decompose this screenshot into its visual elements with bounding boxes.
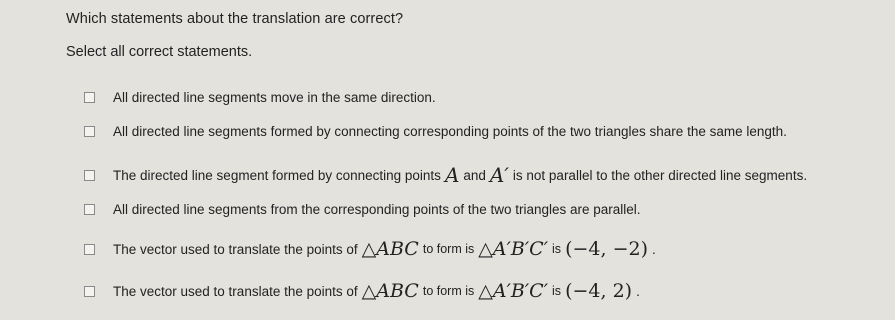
option-1-text: All directed line segments move in the same direction. (113, 90, 436, 105)
checkbox[interactable] (84, 126, 95, 137)
checkbox[interactable] (84, 204, 95, 215)
option-5-text-c: is (552, 242, 562, 256)
point-a-math: A (444, 163, 460, 187)
triangle-a-prime-math: △A′B′C′ (478, 238, 549, 260)
option-4[interactable] (84, 202, 641, 217)
option-2-text: All directed line segments formed by connecting corresponding points of the two triangles share the same length. (113, 124, 787, 139)
triangle-abc-math: △ABC (361, 238, 419, 260)
option-1[interactable] (84, 90, 436, 105)
triangle-a-prime-math: △A′B′C′ (478, 280, 549, 302)
option-6-text-a: The vector used to translate the points of (113, 283, 358, 299)
option-5-text-a: The vector used to translate the points of (113, 241, 358, 257)
question-text: Which statements about the translation are correct? (66, 11, 404, 27)
option-4-text: All directed line segments from the corresponding points of the two triangles are parallel. (113, 202, 641, 217)
point-a-prime-math: A′ (489, 163, 509, 187)
option-6-text-c: is (552, 284, 562, 298)
option-6-period: . (636, 283, 640, 299)
checkbox[interactable] (84, 170, 95, 181)
option-2[interactable] (84, 124, 787, 139)
option-6-text-b: to form is (422, 284, 475, 298)
vector-math: (−4, −2) (565, 238, 648, 260)
option-3-text-a: The directed line segment formed by connecting points (113, 167, 441, 183)
option-5-period: . (651, 241, 656, 257)
checkbox[interactable] (84, 244, 95, 255)
option-3[interactable] (84, 163, 807, 187)
checkbox[interactable] (84, 286, 95, 297)
triangle-abc-math: △ABC (361, 280, 419, 302)
option-5[interactable] (84, 238, 656, 260)
option-3-text-c: is not parallel to the other directed line segments. (512, 167, 808, 183)
checkbox[interactable] (84, 92, 95, 103)
instruction-text: Select all correct statements. (66, 44, 253, 60)
option-3-text-b: and (463, 167, 486, 183)
option-6[interactable] (84, 280, 640, 302)
vector-math: (−4, 2) (565, 280, 633, 302)
option-5-text-b: to form is (422, 242, 475, 256)
